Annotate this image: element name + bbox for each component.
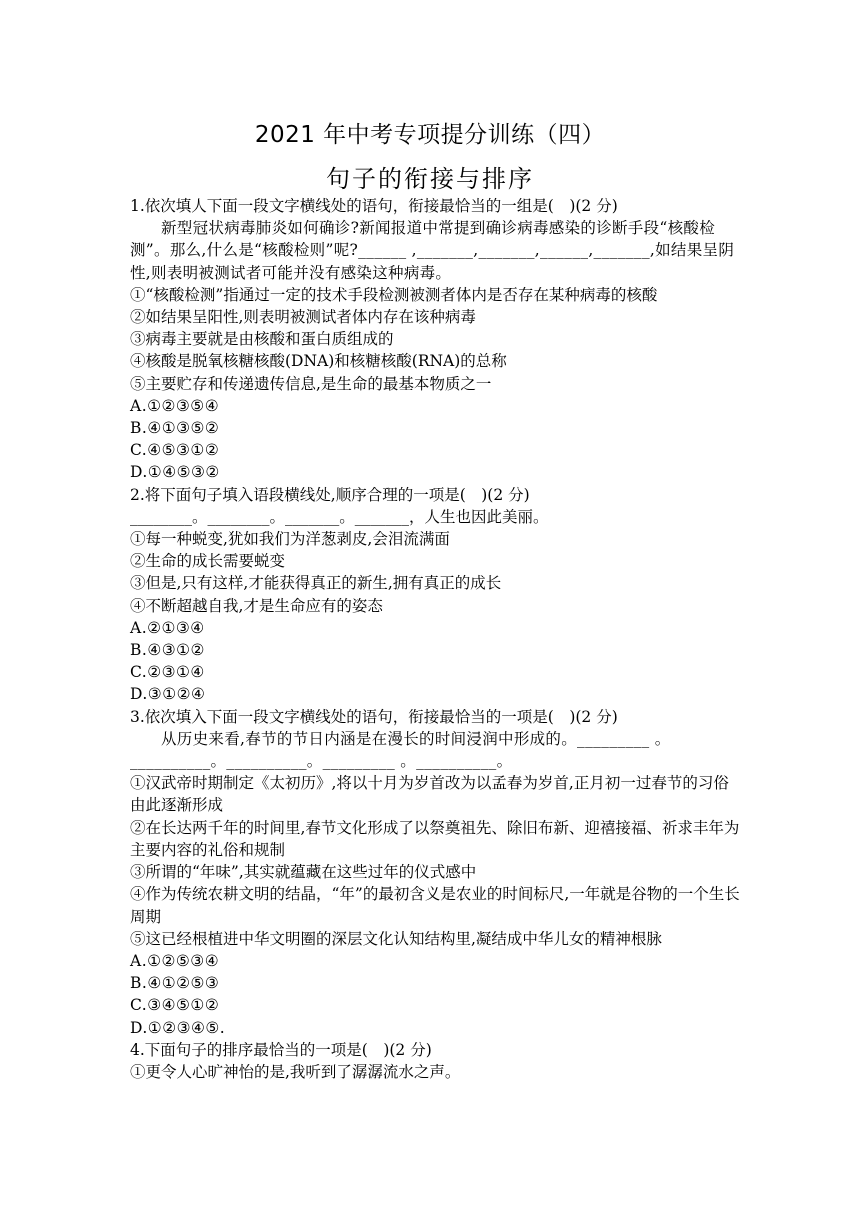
question-2-item: ④不断超越自我,才是生命应有的姿态 xyxy=(130,596,383,615)
question-2-blanks: ________。________。_______。_______，人生也因此美丽。 xyxy=(130,507,549,526)
question-2-item: ②生命的成长需要蜕变 xyxy=(130,552,286,571)
question-2-item: ①每一种蜕变,犹如我们为洋葱剥皮,会泪流满面 xyxy=(130,530,450,549)
question-3-item: ⑤这已经根植进中华文明圈的深层文化认知结构里,凝结成中华儿女的精神根脉 xyxy=(130,929,662,948)
question-2-option-c: C.②③①④ xyxy=(130,663,205,682)
question-3-item: ①汉武帝时期制定《太初历》,将以十月为岁首改为以孟春为岁首,正月初一过春节的习俗由此逐渐形成 xyxy=(130,774,729,815)
page-title: 2021 年中考专项提分训练（四） xyxy=(254,122,606,148)
question-1-option-a: A.①②③⑤④ xyxy=(130,396,220,415)
question-3-option-b: B.④①②⑤③ xyxy=(130,974,220,993)
question-3-option-a: A.①②⑤③④ xyxy=(130,951,220,970)
question-3-stem: 3.依次填入下面一段文字横线处的语句，衔接最恰当的一项是( )(2 分) xyxy=(130,707,618,726)
question-1-option-d: D.①④⑤③② xyxy=(130,463,220,482)
question-3-option-c: C.③④⑤①② xyxy=(130,996,220,1015)
question-2-option-d: D.③①②④ xyxy=(130,685,206,704)
question-2-option-b: B.④③①② xyxy=(130,641,205,660)
page-subtitle: 句子的衔接与排序 xyxy=(326,165,534,193)
question-1-passage: 新型冠状病毒肺炎如何确诊?新闻报道中常提到确诊病毒感染的诊断手段“核酸检测”。那么,什么是“核酸检则”呢?______ ,_______,_______,______,_______,如结果呈阴性,则表明被测试者可能并没有感染这种病毒。 xyxy=(130,219,735,282)
question-1-item: ⑤主要贮存和传递遗传信息,是生命的最基本物质之一 xyxy=(130,374,492,393)
question-2-stem: 2.将下面句子填入语段横线处,顺序合理的一项是( )(2 分) xyxy=(130,485,530,504)
question-3-passage: 从历史来看,春节的节日内涵是在漫长的时间浸润中形成的。_________ 。__________。__________。_________ 。__________。 xyxy=(130,729,671,771)
question-1-option-b: B.④①③⑤② xyxy=(130,419,220,438)
question-2-option-a: A.②①③④ xyxy=(130,618,205,637)
question-1-stem: 1.依次填人下面一段文字横线处的语句，衔接最恰当的一组是( )(2 分) xyxy=(130,197,618,215)
question-1-item: ④核酸是脱氧核糖核酸(DNA)和核糖核酸(RNA)的总称 xyxy=(130,352,507,371)
question-3-item: ④作为传统农耕文明的结晶，“年”的最初含义是农业的时间标尺,一年就是谷物的一个生长周期 xyxy=(130,885,740,926)
question-1-item: ①“核酸检测”指通过一定的技术手段检测被测者体内是否存在某种病毒的核酸 xyxy=(130,285,658,304)
question-2-item: ③但是,只有这样,才能获得真正的新生,拥有真正的成长 xyxy=(130,574,502,593)
question-list xyxy=(130,195,740,1083)
question-4-item: ①更令人心旷神怡的是,我听到了潺潺流水之声。 xyxy=(130,1062,461,1081)
question-3-item: ②在长达两千年的时间里,春节文化形成了以祭奠祖先、除旧布新、迎禧接福、祈求丰年为主要内容的礼俗和规制 xyxy=(130,818,740,859)
question-1-option-c: C.④⑤③①② xyxy=(130,441,220,460)
question-1-item: ③病毒主要就是由核酸和蛋白质组成的 xyxy=(130,330,394,349)
question-3-item: ③所谓的“年味”,其实就蕴藏在这些过年的仪式感中 xyxy=(130,863,477,882)
question-3-option-d: D.①②③④⑤. xyxy=(130,1018,226,1037)
question-1-item: ②如结果呈阳性,则表明被测试者体内存在该种病毒 xyxy=(130,308,476,327)
question-4-stem: 4.下面句子的排序最恰当的一项是( )(2 分) xyxy=(130,1040,432,1059)
